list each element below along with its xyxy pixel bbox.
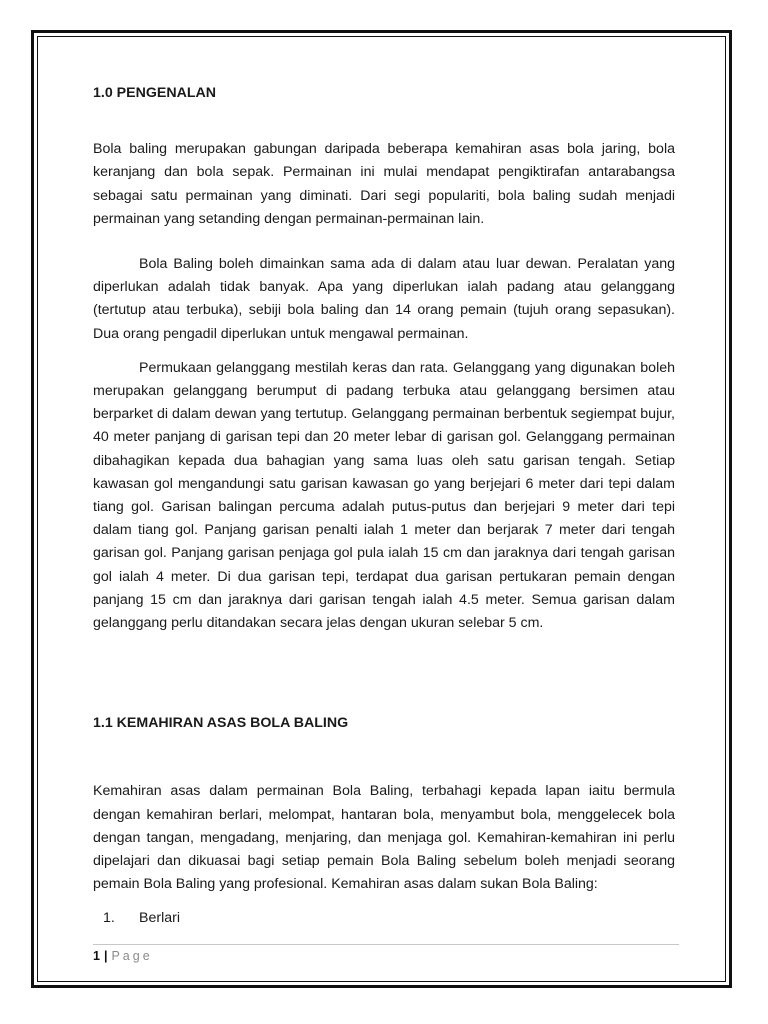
paragraph-equipment: Bola Baling boleh dimainkan sama ada di dalam atau luar dewan. Peralatan yang diperlukan adalah tidak banyak. Apa yang diperlukan ialah padang atau gelanggang (tertutup atau terbuka), sebiji bola baling dan 14 orang pemain (tujuh orang sepasukan). Dua orang pengadil diperlukan untuk mengawal permainan. — [93, 256, 675, 342]
section-heading-kemahiran: 1.1 KEMAHIRAN ASAS BOLA BALING — [93, 715, 349, 732]
list-item-number: 1. — [103, 910, 115, 927]
page-number: 1 — [93, 949, 100, 963]
section-heading-pengenalan: 1.0 PENGENALAN — [93, 85, 216, 101]
page-footer — [93, 947, 153, 965]
paragraph-court: Permukaan gelanggang mestilah keras dan rata. Gelanggang yang digunakan boleh merupakan gelanggang berumput di padang terbuka atau gelanggang bersimen atau berparket di dalam dewan yang tertutup. Gelanggang permainan berbentuk segiempat bujur, 40 meter panjang di garisan tepi dan 20 meter lebar di garisan gol. Gelanggang permainan dibahagikan kepada dua bahagian yang sama luas oleh satu garisan tengah. Setiap kawasan gol mengandungi satu garisan kawasan go yang berjejari 6 meter dari tepi dalam tiang gol. Garisan balingan percuma adalah putus-putus dan berjejari 9 meter dari tepi dalam tiang gol. Panjang garisan penalti ialah 1 meter dan berjarak 7 meter dari tengah garisan gol. Panjang garisan penjaga gol pula ialah 15 cm dan jaraknya dari tengah garisan gol ialah 4 meter. Di dua garisan tepi, terdapat dua garisan pertukaran pemain dengan panjang 15 cm dan jaraknya dari garisan tengah ialah 4.5 meter. Semua garisan dalam gelanggang perlu ditandakan secara jelas dengan ukuran selebar 5 cm. — [93, 359, 675, 632]
list-item-text: Berlari — [139, 910, 180, 927]
page-label: Page — [111, 949, 153, 963]
footer-separator: | — [103, 949, 108, 963]
skills-list — [93, 907, 675, 930]
paragraph-intro: Bola baling merupakan gabungan daripada beberapa kemahiran asas bola jaring, bola keranjang dan bola sepak. Permainan ini mulai mendapat pengiktirafan antarabangsa sebagai satu permainan yang diminati. Dari segi populariti, bola baling sudah menjadi permainan yang setanding dengan permainan-permainan lain. — [93, 141, 675, 227]
paragraph-skills: Kemahiran asas dalam permainan Bola Baling, terbahagi kepada lapan iaitu bermula dengan kemahiran berlari, melompat, hantaran bola, menyambut bola, menggelecek bola dengan tangan, mengadang, menjaring, dan menjaga gol. Kemahiran-kemahiran ini perlu dipelajari dan dikuasai bagi setiap pemain Bola Baling sebelum boleh menjadi seorang pemain Bola Baling yang profesional. Kemahiran asas dalam sukan Bola Baling: — [93, 783, 675, 893]
page-content — [93, 82, 675, 931]
list-item — [93, 907, 675, 930]
footer-divider — [93, 944, 679, 945]
